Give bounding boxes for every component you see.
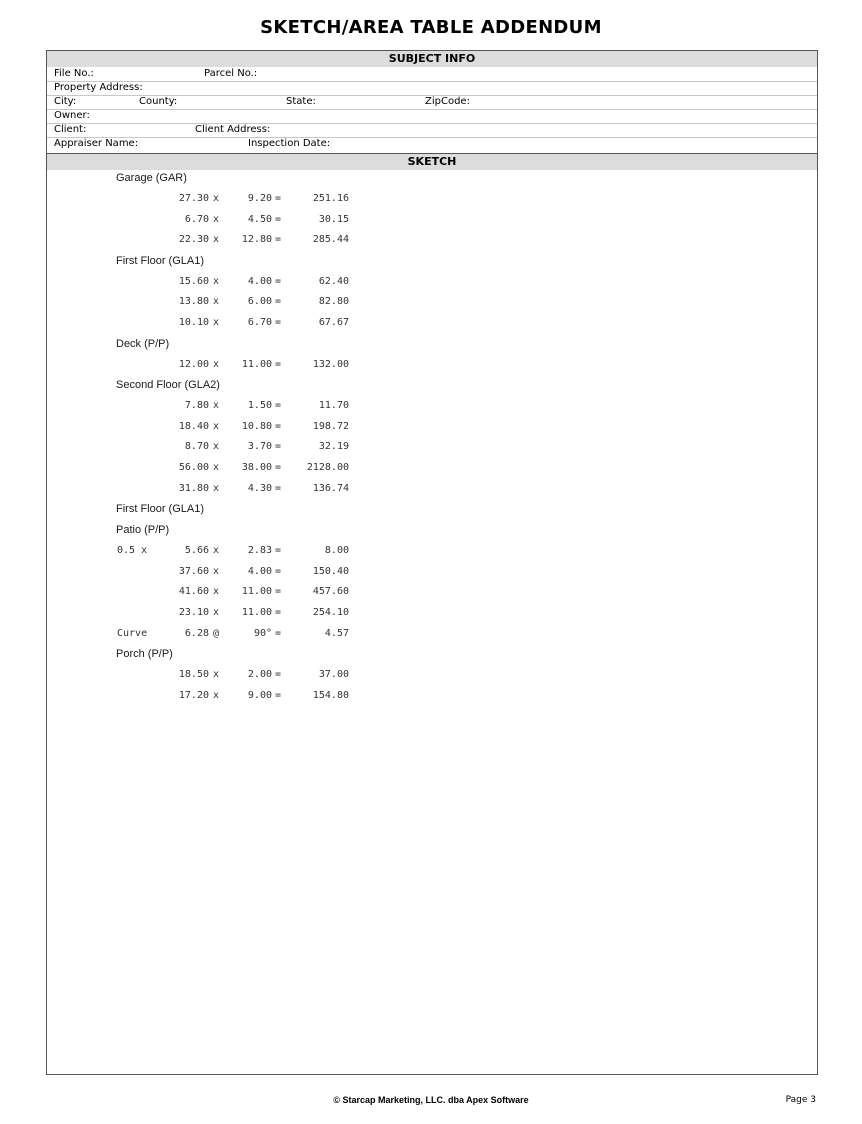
area-result: 285.44 (312, 234, 349, 246)
area-line (117, 214, 357, 228)
area-line (117, 359, 357, 373)
section-title: Porch (P/P) (116, 648, 173, 661)
equals-sign: = (275, 482, 282, 494)
operator: x (213, 689, 220, 701)
operator: x (213, 234, 220, 246)
dimension-a: 7.80 (184, 400, 209, 412)
dimension-a: 37.60 (178, 565, 209, 577)
area-line (117, 607, 357, 621)
dimension-a: 6.28 (184, 627, 209, 639)
section-title: First Floor (GLA1) (116, 503, 205, 516)
dimension-b: 38.00 (241, 462, 272, 473)
area-line (117, 690, 357, 704)
dimension-a: 10.10 (178, 317, 209, 328)
dimension-a: 18.50 (178, 669, 209, 681)
dimension-b: 2.83 (247, 545, 272, 557)
equals-sign: = (275, 565, 282, 577)
area-result: 251.16 (312, 193, 349, 204)
equals-sign: = (275, 317, 282, 328)
area-line (117, 586, 357, 600)
dimension-b: 2.00 (247, 669, 272, 681)
operator: x (213, 586, 220, 598)
section-title: First Floor (GLA1) (116, 254, 205, 267)
dimension-b: 4.00 (247, 275, 272, 287)
operator: x (213, 358, 220, 370)
area-line (117, 234, 357, 248)
dimension-a: 18.40 (178, 420, 209, 432)
equals-sign: = (275, 462, 282, 473)
property-address-label: Property Address: (54, 82, 143, 93)
section-title: Second Floor (GLA2) (116, 379, 220, 392)
operator: x (213, 545, 220, 557)
area-result: 82.80 (318, 296, 349, 308)
subject-info-table (47, 67, 817, 154)
area-line (117, 400, 357, 414)
appraiser-name-label: Appraiser Name: (54, 138, 139, 149)
equals-sign: = (275, 607, 282, 618)
dimension-a: 56.00 (178, 462, 209, 473)
operator: x (213, 213, 220, 225)
page-number: Page 3 (785, 1095, 816, 1105)
area-result: 11.70 (318, 400, 349, 412)
area-line (117, 276, 357, 290)
area-result: 198.72 (312, 420, 349, 432)
sketch-header: SKETCH (47, 153, 817, 170)
dimension-a: 15.60 (178, 275, 209, 287)
dimension-a: 31.80 (178, 482, 209, 494)
line-prefix: Curve (117, 627, 148, 639)
section-title: Deck (P/P) (116, 337, 170, 350)
dimension-a: 6.70 (184, 213, 209, 225)
area-result: 136.74 (312, 482, 349, 494)
info-row-city (47, 95, 817, 110)
operator: x (213, 607, 220, 618)
area-line (117, 421, 357, 435)
county-label: County: (139, 96, 178, 107)
state-label: State: (286, 96, 316, 107)
dimension-b: 10.80 (241, 420, 272, 432)
equals-sign: = (275, 545, 282, 557)
section-title: Garage (GAR) (116, 172, 187, 184)
equals-sign: = (275, 193, 282, 204)
equals-sign: = (275, 296, 282, 308)
dimension-b: 4.50 (247, 213, 272, 225)
area-result: 37.00 (318, 669, 349, 681)
equals-sign: = (275, 441, 282, 453)
dimension-a: 12.00 (178, 358, 209, 370)
area-line (117, 462, 357, 476)
operator: x (213, 669, 220, 681)
operator: x (213, 565, 220, 577)
equals-sign: = (275, 275, 282, 287)
operator: x (213, 193, 220, 204)
operator: x (213, 400, 220, 412)
area-result: 154.80 (312, 689, 349, 701)
dimension-b: 11.00 (241, 586, 272, 598)
dimension-b: 12.80 (241, 234, 272, 246)
dimension-b: 6.70 (247, 317, 272, 328)
dimension-b: 4.30 (247, 482, 272, 494)
line-prefix: 0.5 x (117, 545, 148, 557)
equals-sign: = (275, 586, 282, 598)
area-line (117, 317, 357, 331)
equals-sign: = (275, 627, 282, 639)
dimension-a: 22.30 (178, 234, 209, 246)
area-result: 30.15 (318, 213, 349, 225)
client-label: Client: (54, 124, 87, 135)
copyright-footer: © Starcap Marketing, LLC. dba Apex Software (333, 1095, 529, 1105)
equals-sign: = (275, 213, 282, 225)
file-no-label: File No.: (54, 68, 94, 79)
dimension-a: 13.80 (178, 296, 209, 308)
area-line (117, 296, 357, 310)
info-row-address (47, 81, 817, 96)
dimension-b: 3.70 (247, 441, 272, 453)
dimension-a: 27.30 (178, 193, 209, 204)
equals-sign: = (275, 689, 282, 701)
client-address-label: Client Address: (195, 124, 271, 135)
info-row-appraiser (47, 137, 817, 151)
dimension-b: 4.00 (247, 565, 272, 577)
dimension-a: 17.20 (178, 689, 209, 701)
dimension-a: 23.10 (178, 607, 209, 618)
operator: x (213, 296, 220, 308)
area-result: 132.00 (312, 358, 349, 370)
area-line (117, 193, 357, 207)
parcel-no-label: Parcel No.: (204, 68, 258, 79)
operator: @ (213, 627, 220, 639)
addendum-frame (46, 50, 818, 1075)
area-line (117, 441, 357, 455)
area-line (117, 483, 357, 497)
dimension-a: 5.66 (184, 545, 209, 557)
sketch-area-table (47, 170, 817, 1073)
info-row-client (47, 123, 817, 138)
equals-sign: = (275, 400, 282, 412)
zipcode-label: ZipCode: (425, 96, 470, 107)
city-label: City: (54, 96, 77, 107)
area-line (117, 566, 357, 580)
dimension-a: 41.60 (178, 586, 209, 598)
section-title: Patio (P/P) (116, 524, 170, 537)
dimension-b: 11.00 (241, 607, 272, 618)
area-line (117, 545, 357, 559)
operator: x (213, 441, 220, 453)
dimension-b: 6.00 (247, 296, 272, 308)
area-result: 62.40 (318, 275, 349, 287)
operator: x (213, 317, 220, 328)
area-line (117, 628, 357, 642)
area-result: 254.10 (312, 607, 349, 618)
owner-label: Owner: (54, 110, 90, 121)
operator: x (213, 462, 220, 473)
equals-sign: = (275, 420, 282, 432)
dimension-b: 9.00 (247, 689, 272, 701)
operator: x (213, 420, 220, 432)
area-line (117, 669, 357, 683)
document-title: SKETCH/AREA TABLE ADDENDUM (260, 17, 602, 38)
dimension-b: 1.50 (247, 400, 272, 412)
info-row-file (47, 67, 817, 82)
info-row-owner (47, 109, 817, 124)
operator: x (213, 275, 220, 287)
area-result: 457.60 (312, 586, 349, 598)
area-result: 150.40 (312, 565, 349, 577)
area-result: 8.00 (324, 545, 349, 557)
dimension-a: 8.70 (184, 441, 209, 453)
area-result: 4.57 (324, 627, 349, 639)
area-result: 67.67 (318, 317, 349, 328)
dimension-b: 11.00 (241, 358, 272, 370)
inspection-date-label: Inspection Date: (248, 138, 331, 149)
equals-sign: = (275, 669, 282, 681)
dimension-b: 90° (253, 627, 272, 639)
dimension-b: 9.20 (247, 193, 272, 204)
area-result: 32.19 (318, 441, 349, 453)
subject-info-header: SUBJECT INFO (47, 51, 817, 67)
equals-sign: = (275, 358, 282, 370)
area-result: 2128.00 (306, 462, 349, 473)
operator: x (213, 482, 220, 494)
equals-sign: = (275, 234, 282, 246)
